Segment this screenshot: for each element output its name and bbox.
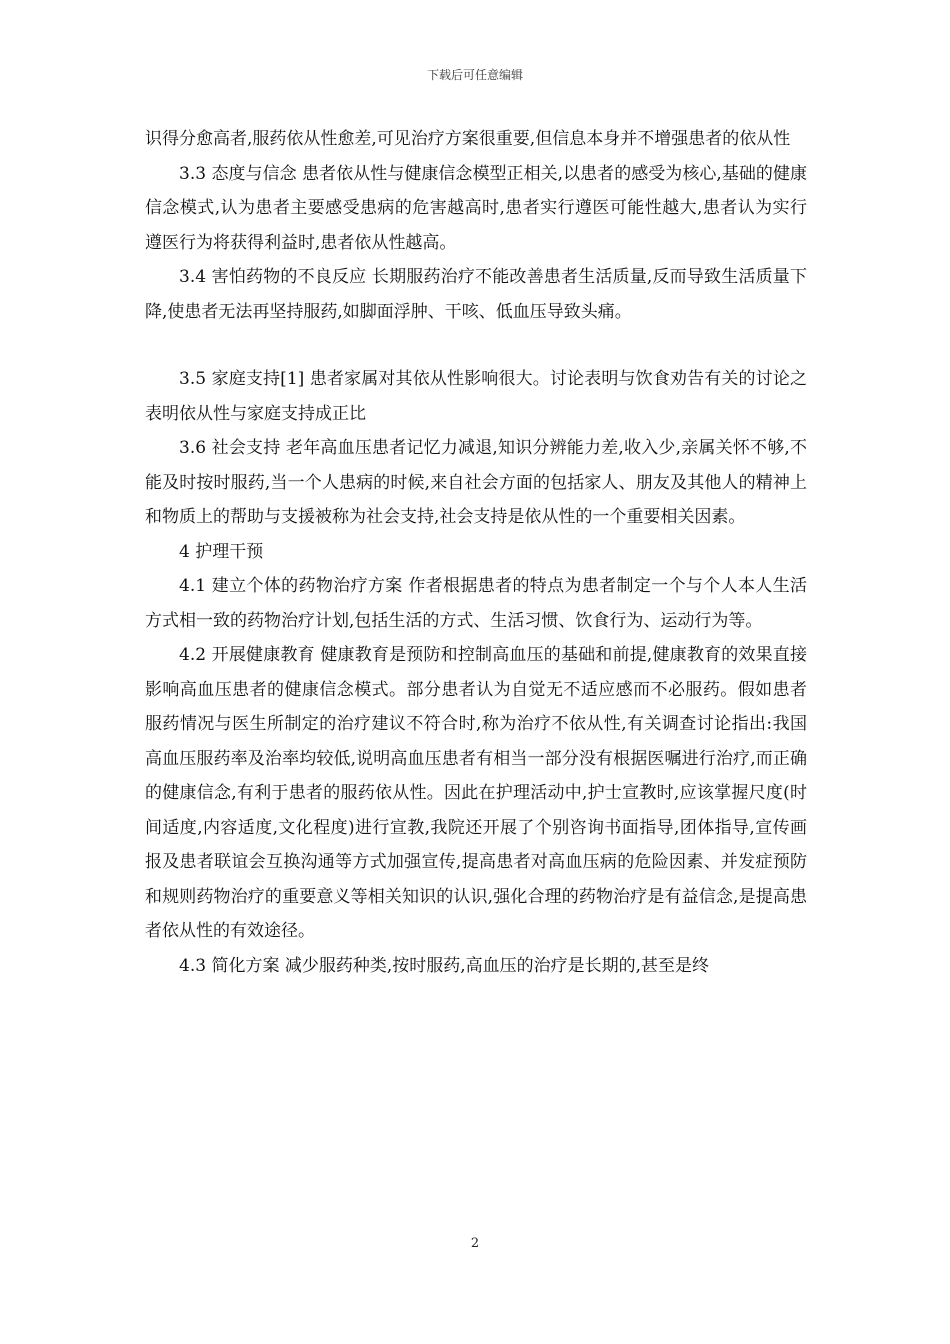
page-header: 下载后可任意编辑 <box>426 68 523 82</box>
paragraph-3-3: 3.3 态度与信念 患者依从性与健康信念模型正相关,以患者的感受为核心,基础的健康信念模式,认为患者主要感受患病的危害越高时,患者实行遵医可能性越大,患者认为实行遵医行为将获得利益时,患者依从性越高。 <box>145 163 807 253</box>
paragraph-4-2: 4.2 开展健康教育 健康教育是预防和控制高血压的基础和前提,健康教育的效果直接影响高血压患者的健康信念模式。部分患者认为自觉无不适应感而不必服药。假如患者服药情况与医生所制定的治疗建议不符合时,称为治疗不依从性,有关调查讨论指出:我国高血压服药率及治率均较低,说明高血压患者有相当一部分没有根据医嘱进行治疗,而正确的健康信念,有利于患者的服药依从性。因此在护理活动中,护士宣教时,应该掌握尺度(时间适度,内容适度,文化程度)进行宣教,我院还开展了个别咨询书面指导,团体指导,宣传画报及患者联谊会互换沟通等方式加强宣传,提高患者对高血压病的危险因素、并发症预防和规则药物治疗的重要意义等相关知识的认识,强化合理的药物治疗是有益信念,是提高患者依从性的有效途径。 <box>145 645 807 941</box>
paragraph-3-4: 3.4 害怕药物的不良反应 长期服药治疗不能改善患者生活质量,反而导致生活质量下降,使患者无法再坚持服药,如脚面浮肿、干咳、低血压导致头痛。 <box>145 267 807 322</box>
paragraph-4-3: 4.3 简化方案 减少服药种类,按时服药,高血压的治疗是长期的,甚至是终 <box>179 955 710 976</box>
document-body <box>145 122 807 983</box>
paragraph-3-6: 3.6 社会支持 老年高血压患者记忆力减退,知识分辨能力差,收入少,亲属关怀不够,不能及时按时服药,当一个人患病的时候,来自社会方面的包括家人、朋友及其他人的精神上和物质上的帮助与支援被称为社会支持,社会支持是依从性的一个重要相关因素。 <box>145 438 807 527</box>
paragraph-4-1: 4.1 建立个体的药物治疗方案 作者根据患者的特点为患者制定一个与个人本人生活方式相一致的药物治疗计划,包括生活的方式、生活习惯、饮食行为、运动行为等。 <box>145 576 807 631</box>
blank-line <box>145 329 807 362</box>
paragraph-continuation: 识得分愈高者,服药依从性愈差,可见治疗方案很重要,但信息本身并不增强患者的依从性 <box>145 129 791 149</box>
paragraph-3-5: 3.5 家庭支持[1] 患者家属对其依从性影响很大。讨论表明与饮食劝告有关的讨论之表明依从性与家庭支持成正比 <box>145 369 807 424</box>
section-heading-4: 4 护理干预 <box>179 541 264 562</box>
page-number: 2 <box>470 1236 480 1251</box>
